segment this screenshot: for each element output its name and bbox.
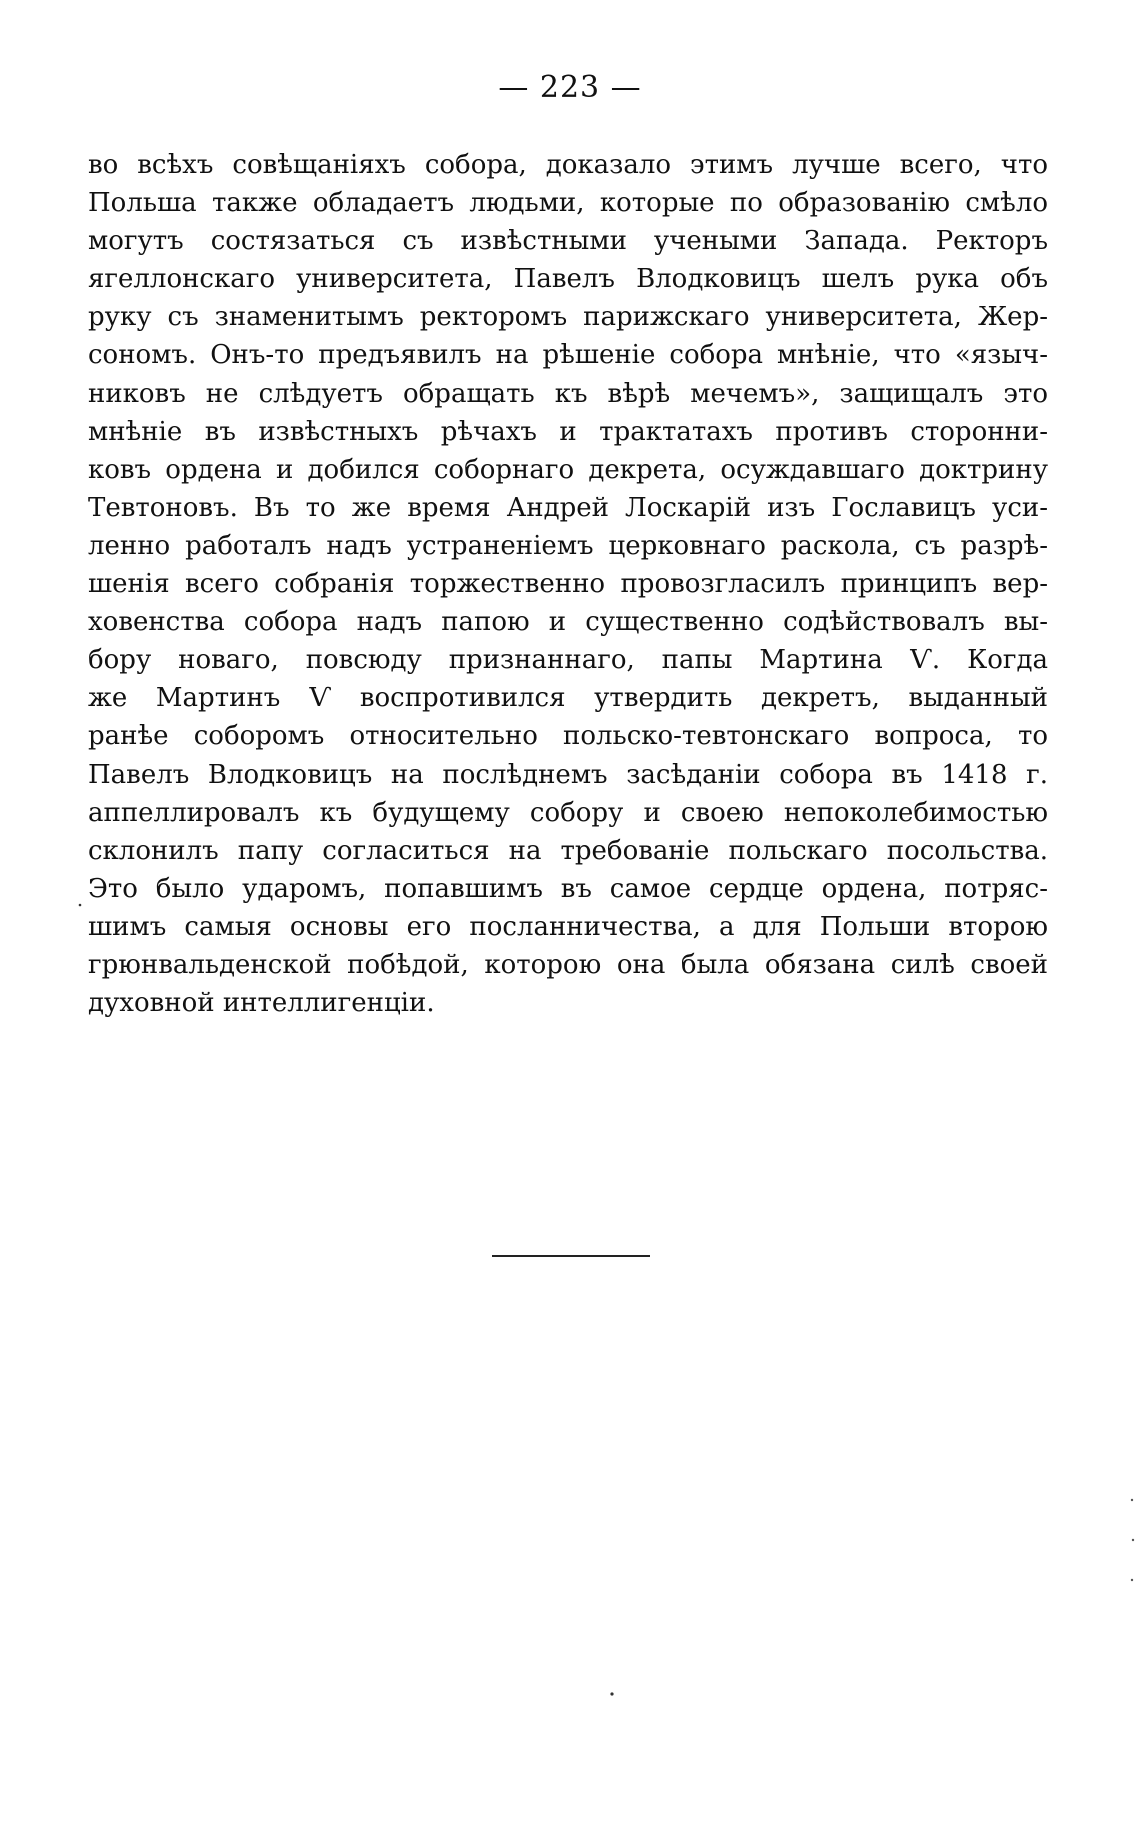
text-line: бору новаго, повсюду признаннаго, папы Мартина Ѵ. Когда [88,645,1048,676]
text-line: ховенства собора надъ папою и существенно содѣйствовалъ вы- [88,607,1048,638]
text-line: сономъ. Онъ-то предъявилъ на рѣшеніе собора мнѣніе, что «языч- [88,340,1048,371]
text-line: мнѣніе въ извѣстныхъ рѣчахъ и трактатахъ противъ сторонни- [88,416,1048,447]
text-line: во всѣхъ совѣщаніяхъ собора, доказало этимъ лучше всего, что [88,150,1048,180]
text-line: шенія всего собранія торжественно провозгласилъ принципъ вер- [88,569,1048,600]
speck [1131,1499,1133,1501]
text-line: ранѣе соборомъ относительно польско-тевтонскаго вопроса, то [88,721,1048,752]
text-line: грюнвальденской побѣдой, которою она была обязана силѣ своей [88,949,1048,980]
text-line: Это было ударомъ, попавшимъ въ самое сердце ордена, потряс- [88,873,1048,904]
speck [79,904,82,907]
text-line: Тевтоновъ. Въ то же время Андрей Лоскарій изъ Гославицъ уси- [88,492,1048,523]
text-line: ковъ ордена и добился соборнаго декрета, осуждавшаго доктрину [88,454,1048,485]
text-line: духовной интеллигенціи. [88,988,435,1019]
speck [1131,1579,1133,1581]
text-line: склонилъ папу согласиться на требованіе польскаго посольства. [88,835,1048,866]
text-line: Павелъ Влодковицъ на послѣднемъ засѣданіи собора въ 1418 г. [88,759,1048,790]
speck [1132,1539,1134,1541]
speck [610,1692,613,1695]
text-line: могутъ состязаться съ извѣстными учеными Запада. Ректоръ [88,226,1048,257]
text-line: ягеллонскаго университета, Павелъ Влодковицъ шелъ рука объ [88,264,1048,295]
page-number: — 223 — [498,70,642,105]
text-line: Польша также обладаетъ людьми, которые по образованію смѣло [88,188,1048,219]
text-line: руку съ знаменитымъ ректоромъ парижскаго университета, Жер- [88,302,1048,333]
text-line: ленно работалъ надъ устраненіемъ церковнаго раскола, съ разрѣ- [88,530,1048,561]
end-rule [492,1255,650,1257]
text-line: аппеллировалъ къ будущему собору и своею непоколебимостью [88,797,1048,828]
text-line: же Мартинъ Ѵ воспротивился утвердить декретъ, выданный [88,683,1048,714]
text-line: шимъ самыя основы его посланничества, а для Польши второю [88,911,1048,942]
text-line: никовъ не слѣдуетъ обращать къ вѣрѣ мечемъ», защищалъ это [88,378,1048,409]
body-text [88,146,1048,1022]
